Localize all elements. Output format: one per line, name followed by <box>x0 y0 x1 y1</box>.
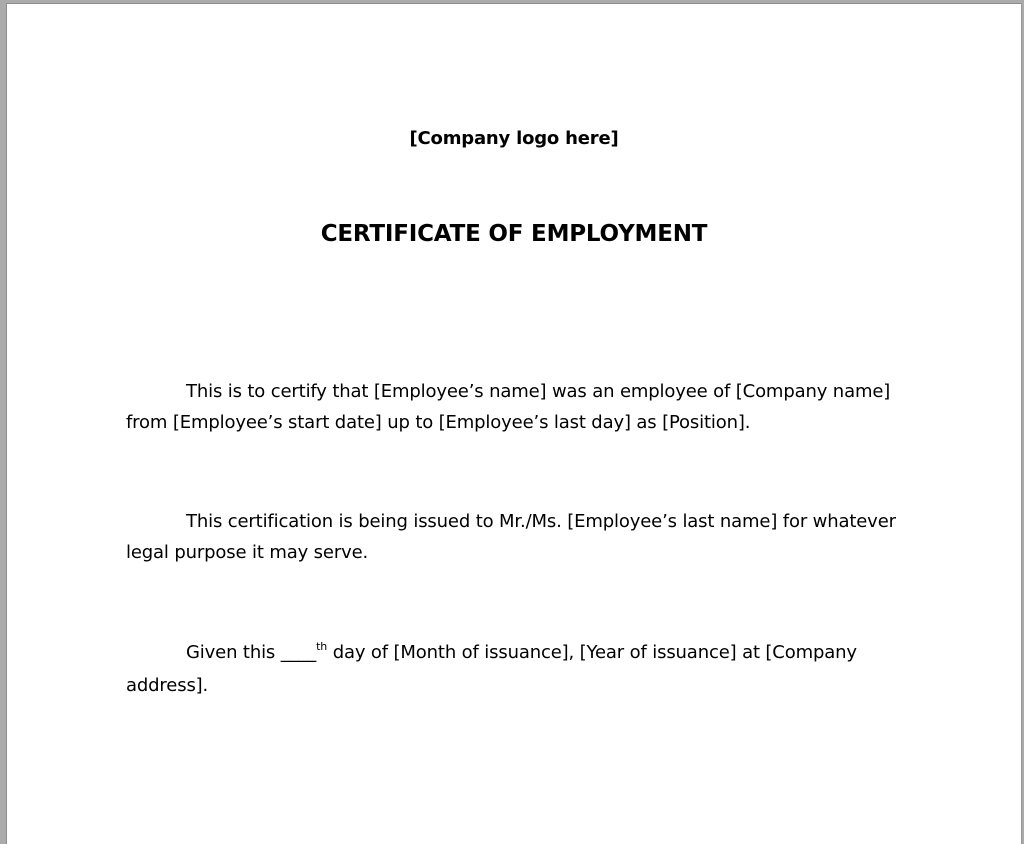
document-title: CERTIFICATE OF EMPLOYMENT <box>320 221 708 247</box>
document-page <box>6 3 1021 844</box>
issuance-paragraph <box>126 637 906 701</box>
certification-paragraph: This is to certify that [Employee’s name] was an employee of [Company name] from [Employee’s start date] up to [Employee’s last day] as [Position]. <box>126 381 891 433</box>
issuance-text-start: Given this ____ <box>186 642 317 663</box>
purpose-paragraph: This certification is being issued to Mr./Ms. [Employee’s last name] for whatever legal purpose it may serve. <box>126 511 896 563</box>
company-logo-placeholder: [Company logo here] <box>409 128 619 149</box>
issuance-text-end: day of [Month of issuance], [Year of issuance] at [Company address]. <box>126 642 857 696</box>
ordinal-suffix: th <box>316 640 328 653</box>
